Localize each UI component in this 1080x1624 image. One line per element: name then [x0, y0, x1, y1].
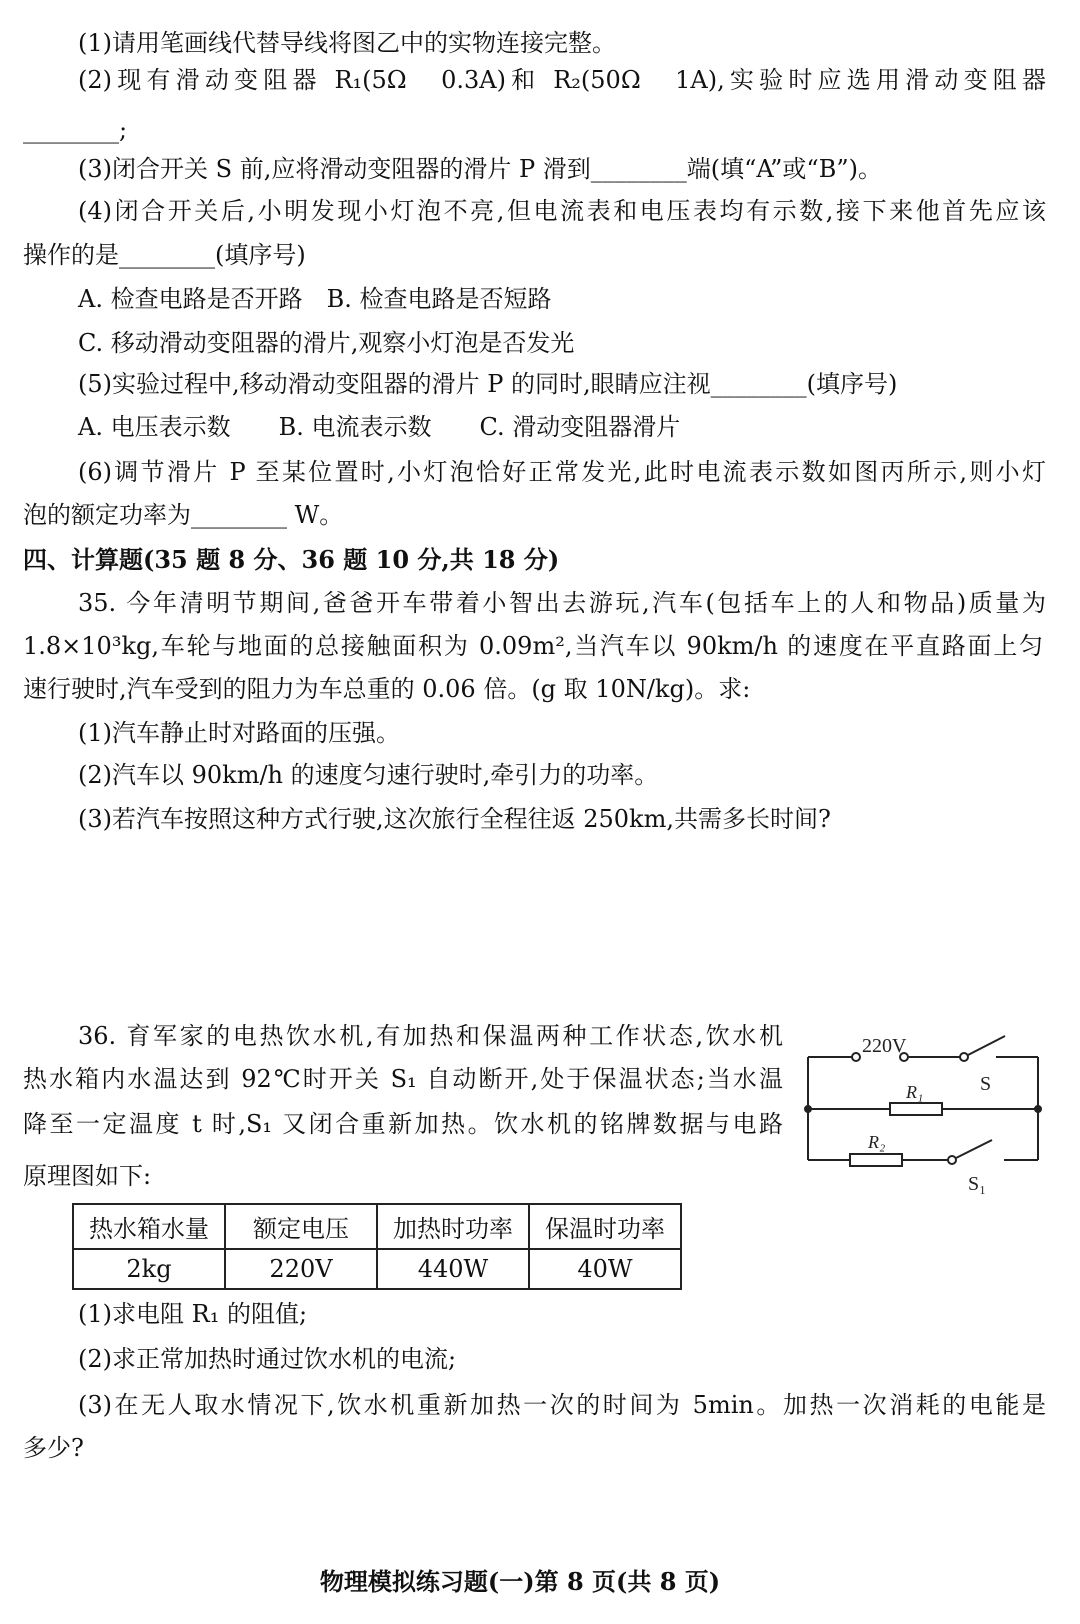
table-header: 加热时功率 — [377, 1204, 529, 1249]
q36-line1: 36. 育军家的电热饮水机,有加热和保温两种工作状态,饮水机 — [78, 1022, 783, 1050]
switch-s1-label: S₁ — [968, 1173, 987, 1195]
table-header: 额定电压 — [225, 1204, 377, 1249]
q35-sub1: (1)汽车静止时对路面的压强。 — [78, 719, 400, 747]
nameplate-table — [72, 1203, 682, 1290]
q36-sub2: (2)求正常加热时通过饮水机的电流; — [78, 1345, 457, 1373]
table-cell: 2kg — [73, 1249, 225, 1289]
table-cell: 220V — [225, 1249, 377, 1289]
q34-part6: (6)调节滑片 P 至某位置时,小灯泡恰好正常发光,此时电流表示数如图丙所示,则小灯 — [78, 458, 1046, 486]
q34-part4: (4)闭合开关后,小明发现小灯泡不亮,但电流表和电压表均有示数,接下来他首先应该 — [78, 197, 1046, 225]
switch-s1-icon — [956, 1140, 992, 1158]
q34-part6-cont: 泡的额定功率为________ W。 — [23, 501, 344, 529]
q34-part5: (5)实验过程中,移动滑动变阻器的滑片 P 的同时,眼睛应注视________(填序号) — [78, 370, 898, 398]
q34-part4-option-c: C. 移动滑动变阻器的滑片,观察小灯泡是否发光 — [78, 329, 575, 357]
table-header: 热水箱水量 — [73, 1204, 225, 1249]
q34-part4-options-ab: A. 检查电路是否开路 B. 检查电路是否短路 — [78, 285, 552, 313]
q34-part2: (2)现有滑动变阻器 R₁(5Ω 0.3A)和 R₂(50Ω 1A),实验时应选用滑动变阻器 — [78, 66, 1046, 94]
q34-part3: (3)闭合开关 S 前,应将滑动变阻器的滑片 P 滑到________端(填“A”或“B”)。 — [78, 155, 882, 183]
q34-part4-cont: 操作的是________(填序号) — [23, 241, 306, 269]
resistor-r2-icon — [850, 1154, 902, 1166]
circuit-diagram — [800, 1030, 1050, 1200]
q36-sub1: (1)求电阻 R₁ 的阻值; — [78, 1300, 308, 1328]
q36-line2: 热水箱内水温达到 92℃时开关 S₁ 自动断开,处于保温状态;当水温 — [23, 1065, 783, 1093]
table-cell: 440W — [377, 1249, 529, 1289]
top-branch — [808, 1036, 1038, 1061]
r1-label: R₁ — [906, 1082, 924, 1102]
q34-part1: (1)请用笔画线代替导线将图乙中的实物连接完整。 — [78, 29, 616, 57]
switch-s-label: S — [980, 1073, 992, 1095]
page-footer: 物理模拟练习题(一)第 8 页(共 8 页) — [319, 1567, 721, 1596]
q35-line3: 速行驶时,汽车受到的阻力为车总重的 0.06 倍。(g 取 10N/kg)。求: — [23, 675, 751, 703]
q35-line1: 35. 今年清明节期间,爸爸开车带着小智出去游玩,汽车(包括车上的人和物品)质量为 — [78, 589, 1046, 617]
q36-sub3-cont: 多少? — [23, 1434, 84, 1462]
table-header: 保温时功率 — [529, 1204, 681, 1249]
switch-s-icon — [968, 1036, 1005, 1055]
table-cell: 40W — [529, 1249, 681, 1289]
q36-line4: 原理图如下: — [23, 1162, 152, 1190]
q35-line2: 1.8×10³kg,车轮与地面的总接触面积为 0.09m²,当汽车以 90km/h 的速度在平直路面上匀 — [23, 632, 1043, 660]
voltage-label: 220V — [862, 1035, 907, 1057]
table-row — [73, 1249, 681, 1289]
q35-sub2: (2)汽车以 90km/h 的速度匀速行驶时,牵引力的功率。 — [78, 761, 659, 789]
r2-label: R₂ — [868, 1132, 886, 1152]
q34-part5-options: A. 电压表示数 B. 电流表示数 C. 滑动变阻器滑片 — [78, 413, 681, 441]
q36-line3: 降至一定温度 t 时,S₁ 又闭合重新加热。饮水机的铭牌数据与电路 — [23, 1110, 783, 1138]
q35-sub3: (3)若汽车按照这种方式行驶,这次旅行全程往返 250km,共需多长时间? — [78, 805, 831, 833]
q36-sub3: (3)在无人取水情况下,饮水机重新加热一次的时间为 5min。加热一次消耗的电能是 — [78, 1391, 1046, 1419]
table-header-row — [73, 1204, 681, 1249]
resistor-r1-icon — [890, 1103, 942, 1115]
section-heading: 四、计算题(35 题 8 分、36 题 10 分,共 18 分) — [23, 545, 560, 574]
q34-part2-blank: ________; — [23, 116, 128, 144]
